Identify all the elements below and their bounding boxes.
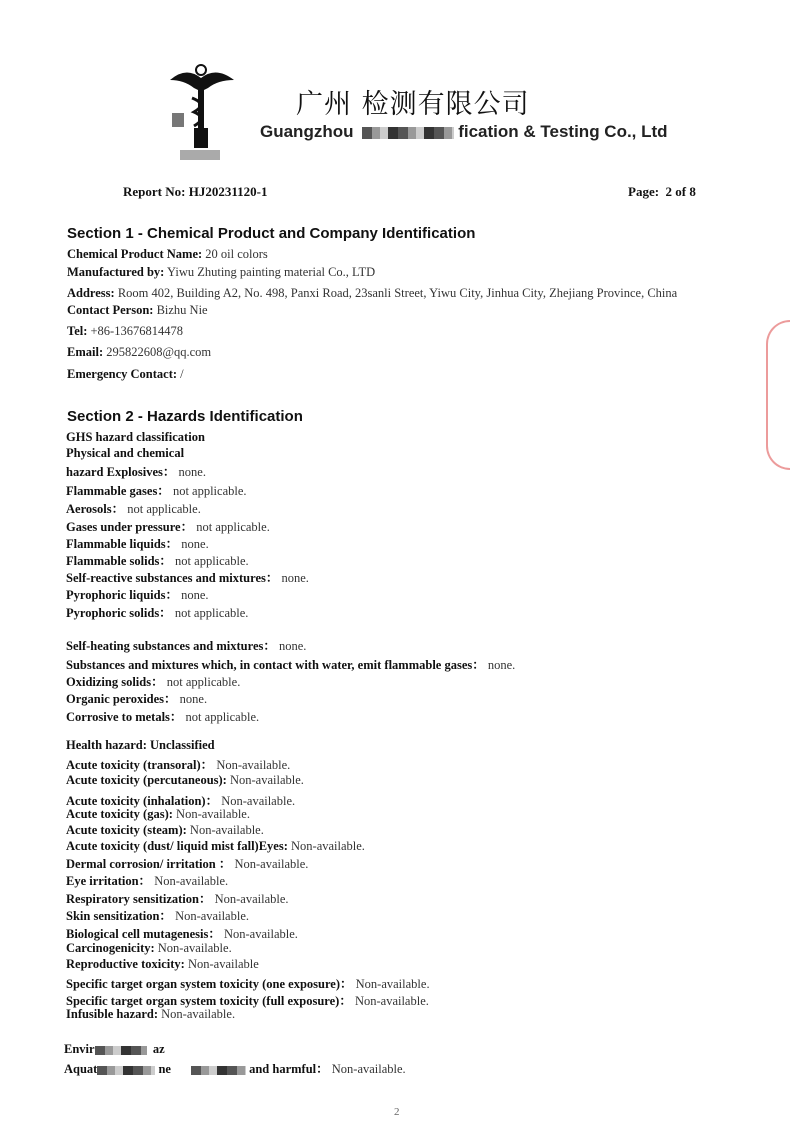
page-number: 2 [394,1106,400,1118]
field-line [67,286,677,301]
field-line [67,247,268,262]
field-value: Non-available. [354,994,429,1008]
field-label: Acute toxicity (dust/ liquid mist fall)Eyes: [66,839,288,853]
field-label: Biological cell mutagenesis： [66,927,221,941]
field-line [66,854,308,872]
field-label: Dermal corrosion/ irritation ： [66,857,232,871]
field-label: Oxidizing solids： [66,675,164,689]
field-label: Flammable gases： [66,484,170,498]
field-value: Non-available. [221,794,296,808]
company-name-english-start: Guangzhou [260,122,354,141]
field-line [66,957,259,972]
field-label: Emergency Contact: [67,367,178,381]
section-1-title: Section 1 - Chemical Product and Company Identification [67,225,476,242]
field-label: Acute toxicity (percutaneous): [66,773,227,787]
red-seal-stamp [766,320,790,470]
field-value: none. [487,658,516,672]
field-label: Pyrophoric solids： [66,606,172,620]
field-line [66,823,264,838]
field-label: Gases under pressure： [66,520,194,534]
field-line [66,636,306,654]
field-value: not applicable. [175,554,249,568]
field-label: Pyrophoric liquids： [66,588,178,602]
field-value: none. [181,588,209,602]
redaction-block [191,1066,246,1075]
report-number [123,184,267,200]
field-label: Email: [67,345,104,359]
field-value: none. [281,571,309,585]
field-line [66,551,249,569]
field-line [66,906,249,924]
field-line [66,603,248,621]
company-logo [168,58,238,163]
field-label: Carcinogenicity: [66,941,155,955]
field-value: 295822608@qq.com [106,345,212,359]
page-indicator [628,184,696,200]
field-label: Substances and mixtures which, in contact with water, emit flammable gases： [66,658,485,672]
field-line [66,1007,235,1022]
field-label: GHS hazard classification [66,430,205,444]
field-line [66,481,247,499]
field-label: Aerosols： [66,502,125,516]
field-label: Acute toxicity (steam): [66,823,187,837]
page-label: Page: [628,184,660,199]
field-label: hazard Explosives： [66,465,176,479]
field-line [66,462,206,480]
field-line [66,707,259,725]
field-label: Organic peroxides： [66,692,177,706]
field-value: Non-available. [229,773,304,787]
field-value: none. [178,465,206,479]
field-value: Non-available. [154,874,229,888]
field-value: none. [181,537,209,551]
field-value: Room 402, Building A2, No. 498, Panxi Road, 23sanli Street, Yiwu City, Jinhua City, Zhejiang Province, China [117,286,678,300]
field-value: not applicable. [166,675,241,689]
field-label: Physical and chemical [66,446,185,460]
field-value: none. [179,692,208,706]
field-label: Corrosive to metals： [66,710,183,724]
field-line [66,430,205,445]
field-label: Self-reactive substances and mixtures： [66,571,279,585]
field-line [66,568,309,586]
field-label: Contact Person: [67,303,154,317]
field-value: Bizhu Nie [156,303,208,317]
field-value: Non-available. [291,839,365,853]
field-line [67,324,183,339]
field-label: Infusible hazard: [66,1007,159,1021]
field-line [66,738,215,753]
field-line [66,689,207,707]
field-line [67,367,184,382]
field-value: not applicable. [196,520,270,534]
page-value: 2 of 8 [665,184,696,199]
environment-label-start: Envir [64,1042,95,1056]
aquatic-hazard-line [64,1059,406,1077]
field-value: +86-13676814478 [90,324,183,338]
redaction-block [362,127,454,139]
environment-hazard-heading [64,1042,165,1057]
field-label: Address: [67,286,115,300]
redaction-block [97,1066,155,1075]
field-label: Flammable solids： [66,554,172,568]
field-value: Non-available [187,957,259,971]
field-line [66,585,209,603]
field-value: 20 oil colors [205,247,268,261]
field-line [66,839,365,854]
field-value: Non-available. [157,941,232,955]
field-line [67,303,208,318]
field-line [66,889,289,907]
field-line [66,773,304,788]
redaction-block [95,1046,147,1055]
field-line [66,924,298,942]
company-name-chinese [296,82,530,121]
field-label: Reproductive toxicity: [66,957,185,971]
field-label: Acute toxicity (inhalation)： [66,794,219,808]
aquatic-label-end: and harmful： [249,1062,329,1076]
field-line [66,755,290,773]
field-label: Specific target organ system toxicity (full exposure)： [66,994,352,1008]
field-label: Acute toxicity (transoral)： [66,758,214,772]
company-name-english [260,122,668,142]
field-line [66,499,201,517]
field-value: not applicable. [127,502,201,516]
field-value: Non-available. [175,909,249,923]
field-line [66,446,184,461]
field-value: Yiwu Zhuting painting material Co., LTD [167,265,376,279]
field-value: Non-available. [176,807,250,821]
company-name-chinese-text: 广州 检测有限公司 [296,89,530,120]
field-label: Acute toxicity (gas): [66,807,173,821]
field-value: Non-available. [189,823,264,837]
field-value: none. [278,639,307,653]
field-line [66,807,250,822]
field-line [67,345,211,360]
field-line [66,517,270,535]
field-label: Health hazard: Unclassified [66,738,215,752]
field-label: Eye irritation： [66,874,152,888]
field-value: Non-available. [223,927,298,941]
report-number-value: HJ20231120-1 [188,184,268,199]
field-value: Non-available. [216,758,291,772]
aquatic-label-start: Aquat [64,1062,98,1076]
field-value: Non-available. [355,977,430,991]
field-line [67,265,375,280]
field-line [66,871,228,889]
field-label: Specific target organ system toxicity (one exposure)： [66,977,353,991]
field-value: Non-available. [161,1007,236,1021]
aquatic-value: Non-available. [331,1062,406,1076]
field-value: Non-available. [214,892,289,906]
field-value: Non-available. [234,857,309,871]
field-line [66,655,515,673]
field-line [66,672,240,690]
field-label: Self-heating substances and mixtures： [66,639,276,653]
field-value: not applicable. [174,606,249,620]
field-label: Flammable liquids： [66,537,179,551]
field-value: / [180,367,184,381]
field-value: not applicable. [185,710,260,724]
section-2-title: Section 2 - Hazards Identification [67,408,303,425]
environment-label-end: az [152,1042,165,1056]
company-name-english-end: fication & Testing Co., Ltd [458,122,668,141]
field-label: Chemical Product Name: [67,247,203,261]
field-label: Manufactured by: [67,265,165,279]
field-label: Tel: [67,324,88,338]
field-line [66,974,430,992]
field-line [66,534,209,552]
field-value: not applicable. [172,484,247,498]
field-label: Skin sensitization： [66,909,172,923]
aquatic-label-middle: ne [158,1062,171,1076]
field-line [66,941,232,956]
field-label: Respiratory sensitization： [66,892,212,906]
report-number-label: Report No: [123,184,186,199]
